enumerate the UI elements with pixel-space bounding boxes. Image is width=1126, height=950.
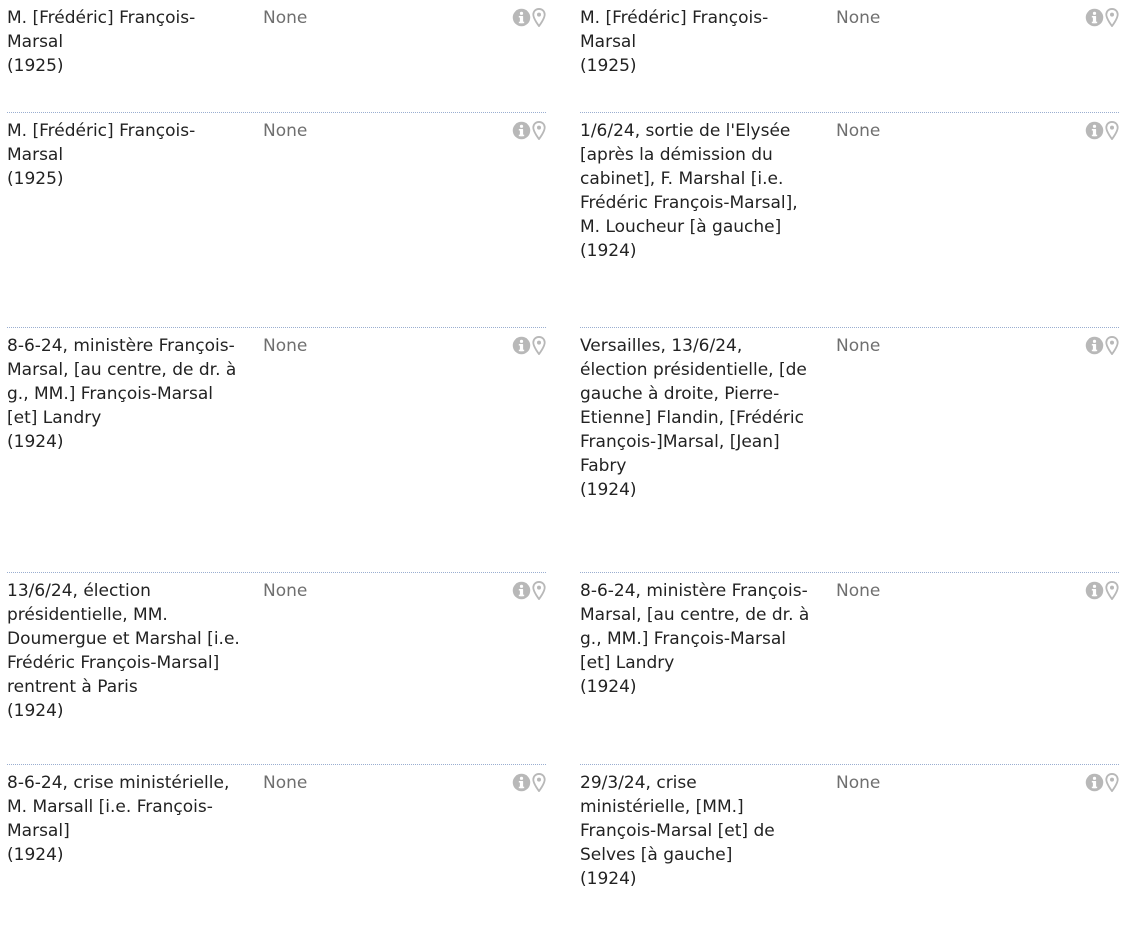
map-marker-icon[interactable] (1105, 121, 1119, 140)
map-marker-icon[interactable] (532, 8, 546, 27)
result-item[interactable] (580, 328, 1119, 573)
result-title[interactable]: 8-6-24, crise ministérielle, M. Marsall [i.e. François- Marsal] (1924) (7, 773, 230, 865)
result-status: None (263, 336, 308, 356)
result-status: None (836, 773, 881, 793)
map-marker-icon[interactable] (532, 336, 546, 355)
result-status: None (836, 581, 881, 601)
result-title[interactable]: 13/6/24, élection présidentielle, MM. Doumergue et Marshal [i.e. Frédéric François-Marsal] rentrent à Paris (1924) (7, 581, 240, 721)
result-icons (1085, 121, 1119, 140)
map-marker-icon[interactable] (1105, 8, 1119, 27)
result-title[interactable]: M. [Frédéric] François- Marsal (1925) (7, 121, 196, 189)
result-item[interactable] (7, 765, 546, 950)
result-item[interactable] (580, 573, 1119, 765)
map-marker-icon[interactable] (1105, 773, 1119, 792)
result-title[interactable]: 8-6-24, ministère François- Marsal, [au centre, de dr. à g., MM.] François-Marsal [et] Landry (1924) (580, 581, 810, 697)
result-icons (1085, 336, 1119, 355)
map-marker-icon[interactable] (1105, 336, 1119, 355)
result-item[interactable] (580, 113, 1119, 328)
result-status: None (836, 121, 881, 141)
result-item[interactable] (580, 765, 1119, 950)
result-icons (512, 8, 546, 27)
map-marker-icon[interactable] (532, 121, 546, 140)
result-status: None (263, 773, 308, 793)
result-title[interactable]: 8-6-24, ministère François- Marsal, [au centre, de dr. à g., MM.] François-Marsal [et] Landry (1924) (7, 336, 237, 452)
result-status: None (836, 336, 881, 356)
result-item[interactable] (7, 328, 546, 573)
result-status: None (263, 8, 308, 28)
result-icons (1085, 581, 1119, 600)
info-icon[interactable] (512, 581, 531, 600)
map-marker-icon[interactable] (532, 773, 546, 792)
result-title[interactable]: 1/6/24, sortie de l'Elysée [après la démission du cabinet], F. Marshal [i.e. Frédéric François-Marsal], M. Loucheur [à gauche] (1924) (580, 121, 798, 261)
result-icons (1085, 773, 1119, 792)
result-item[interactable] (7, 573, 546, 765)
result-icons (512, 336, 546, 355)
map-marker-icon[interactable] (1105, 581, 1119, 600)
info-icon[interactable] (1085, 773, 1104, 792)
result-icons (512, 773, 546, 792)
info-icon[interactable] (1085, 8, 1104, 27)
results-column-left (7, 0, 546, 950)
result-title[interactable]: M. [Frédéric] François- Marsal (1925) (7, 8, 196, 76)
result-title[interactable]: 29/3/24, crise ministérielle, [MM.] François-Marsal [et] de Selves [à gauche] (1924) (580, 773, 775, 889)
result-status: None (836, 8, 881, 28)
info-icon[interactable] (512, 121, 531, 140)
info-icon[interactable] (512, 8, 531, 27)
result-icons (1085, 8, 1119, 27)
info-icon[interactable] (1085, 336, 1104, 355)
info-icon[interactable] (512, 336, 531, 355)
result-title[interactable]: Versailles, 13/6/24, élection présidentielle, [de gauche à droite, Pierre- Etienne] Flandin, [Frédéric François-]Marsal, [Jean] Fabry (1924) (580, 336, 807, 500)
result-item[interactable] (580, 0, 1119, 113)
info-icon[interactable] (512, 773, 531, 792)
result-status: None (263, 121, 308, 141)
result-icons (512, 581, 546, 600)
info-icon[interactable] (1085, 121, 1104, 140)
result-item[interactable] (7, 113, 546, 328)
result-status: None (263, 581, 308, 601)
map-marker-icon[interactable] (532, 581, 546, 600)
info-icon[interactable] (1085, 581, 1104, 600)
result-title[interactable]: M. [Frédéric] François- Marsal (1925) (580, 8, 769, 76)
result-item[interactable] (7, 0, 546, 113)
result-icons (512, 121, 546, 140)
results-column-right (580, 0, 1119, 950)
